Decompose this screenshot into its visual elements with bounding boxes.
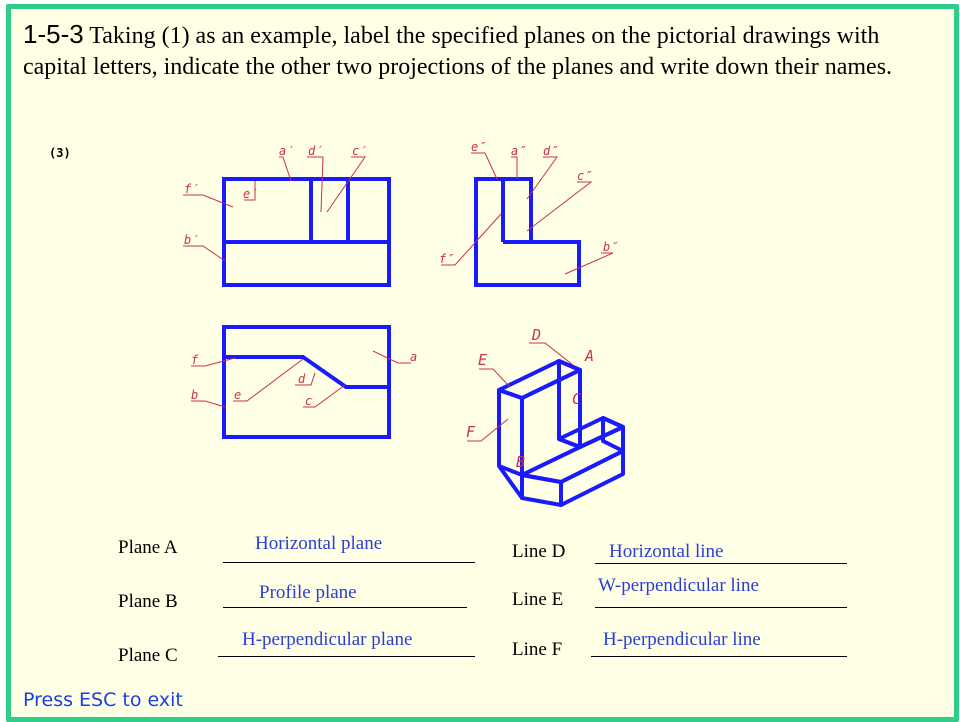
- label-C: C: [572, 390, 582, 408]
- label-f-prime: f′: [184, 182, 199, 196]
- line-f-underline: [591, 656, 847, 657]
- front-view-labels: [184, 144, 366, 247]
- label-f: f: [191, 353, 199, 367]
- plane-b-underline: [223, 607, 467, 608]
- plane-c-answer: H-perpendicular plane: [242, 629, 413, 650]
- label-a-double-prime: a″: [511, 144, 526, 158]
- line-e-answer: W-perpendicular line: [598, 575, 759, 596]
- plane-c-label: Plane C: [118, 645, 178, 666]
- line-e-underline: [595, 607, 847, 608]
- line-f-answer: H-perpendicular line: [603, 629, 761, 650]
- label-f-double-prime: f″: [439, 252, 454, 266]
- line-d-underline: [595, 563, 847, 564]
- line-e-label: Line E: [512, 589, 564, 610]
- label-D: D: [532, 326, 542, 344]
- label-b-double-prime: b″: [603, 240, 618, 254]
- label-e: e: [234, 388, 242, 402]
- label-E: E: [478, 351, 488, 369]
- line-d-label: Line D: [512, 541, 566, 562]
- title-number: 1-5-3: [23, 19, 84, 49]
- label-a: a: [410, 350, 418, 364]
- label-d: d: [298, 372, 306, 386]
- plane-a-underline: [223, 562, 475, 563]
- label-e-double-prime: e″: [471, 140, 486, 154]
- plane-a-label: Plane A: [118, 537, 178, 558]
- label-d-prime: d′: [308, 144, 323, 158]
- plane-b-answer: Profile plane: [259, 582, 357, 603]
- line-d-answer: Horizontal line: [609, 541, 724, 562]
- label-c-prime: c′: [352, 144, 367, 158]
- pictorial-view: [499, 361, 623, 505]
- exit-hint: Press ESC to exit: [23, 689, 183, 711]
- plane-c-underline: [218, 656, 475, 657]
- problem-label: (3): [49, 146, 71, 160]
- label-d-double-prime: d″: [543, 144, 558, 158]
- slide-frame: [6, 4, 959, 722]
- label-a-prime: a′: [279, 144, 294, 158]
- label-c: c: [305, 394, 313, 408]
- label-c-double-prime: c″: [577, 169, 592, 183]
- line-f-label: Line F: [512, 639, 563, 660]
- title-text: Taking (1) as an example, label the specified planes on the pictorial drawings with capital letters, indicate the other two projections of the planes and write down their names.: [23, 23, 893, 80]
- label-b: b: [191, 388, 199, 402]
- plane-a-answer: Horizontal plane: [255, 533, 383, 554]
- side-view-labels: [439, 140, 618, 266]
- label-A: A: [585, 347, 595, 365]
- top-view: [224, 327, 389, 437]
- side-view: [476, 179, 579, 285]
- plane-b-label: Plane B: [118, 591, 178, 612]
- label-b-prime: b′: [184, 233, 199, 247]
- label-F: F: [466, 423, 476, 441]
- label-B: B: [516, 453, 526, 471]
- label-e-prime: e′: [243, 187, 258, 201]
- front-view-leaders: [183, 157, 365, 261]
